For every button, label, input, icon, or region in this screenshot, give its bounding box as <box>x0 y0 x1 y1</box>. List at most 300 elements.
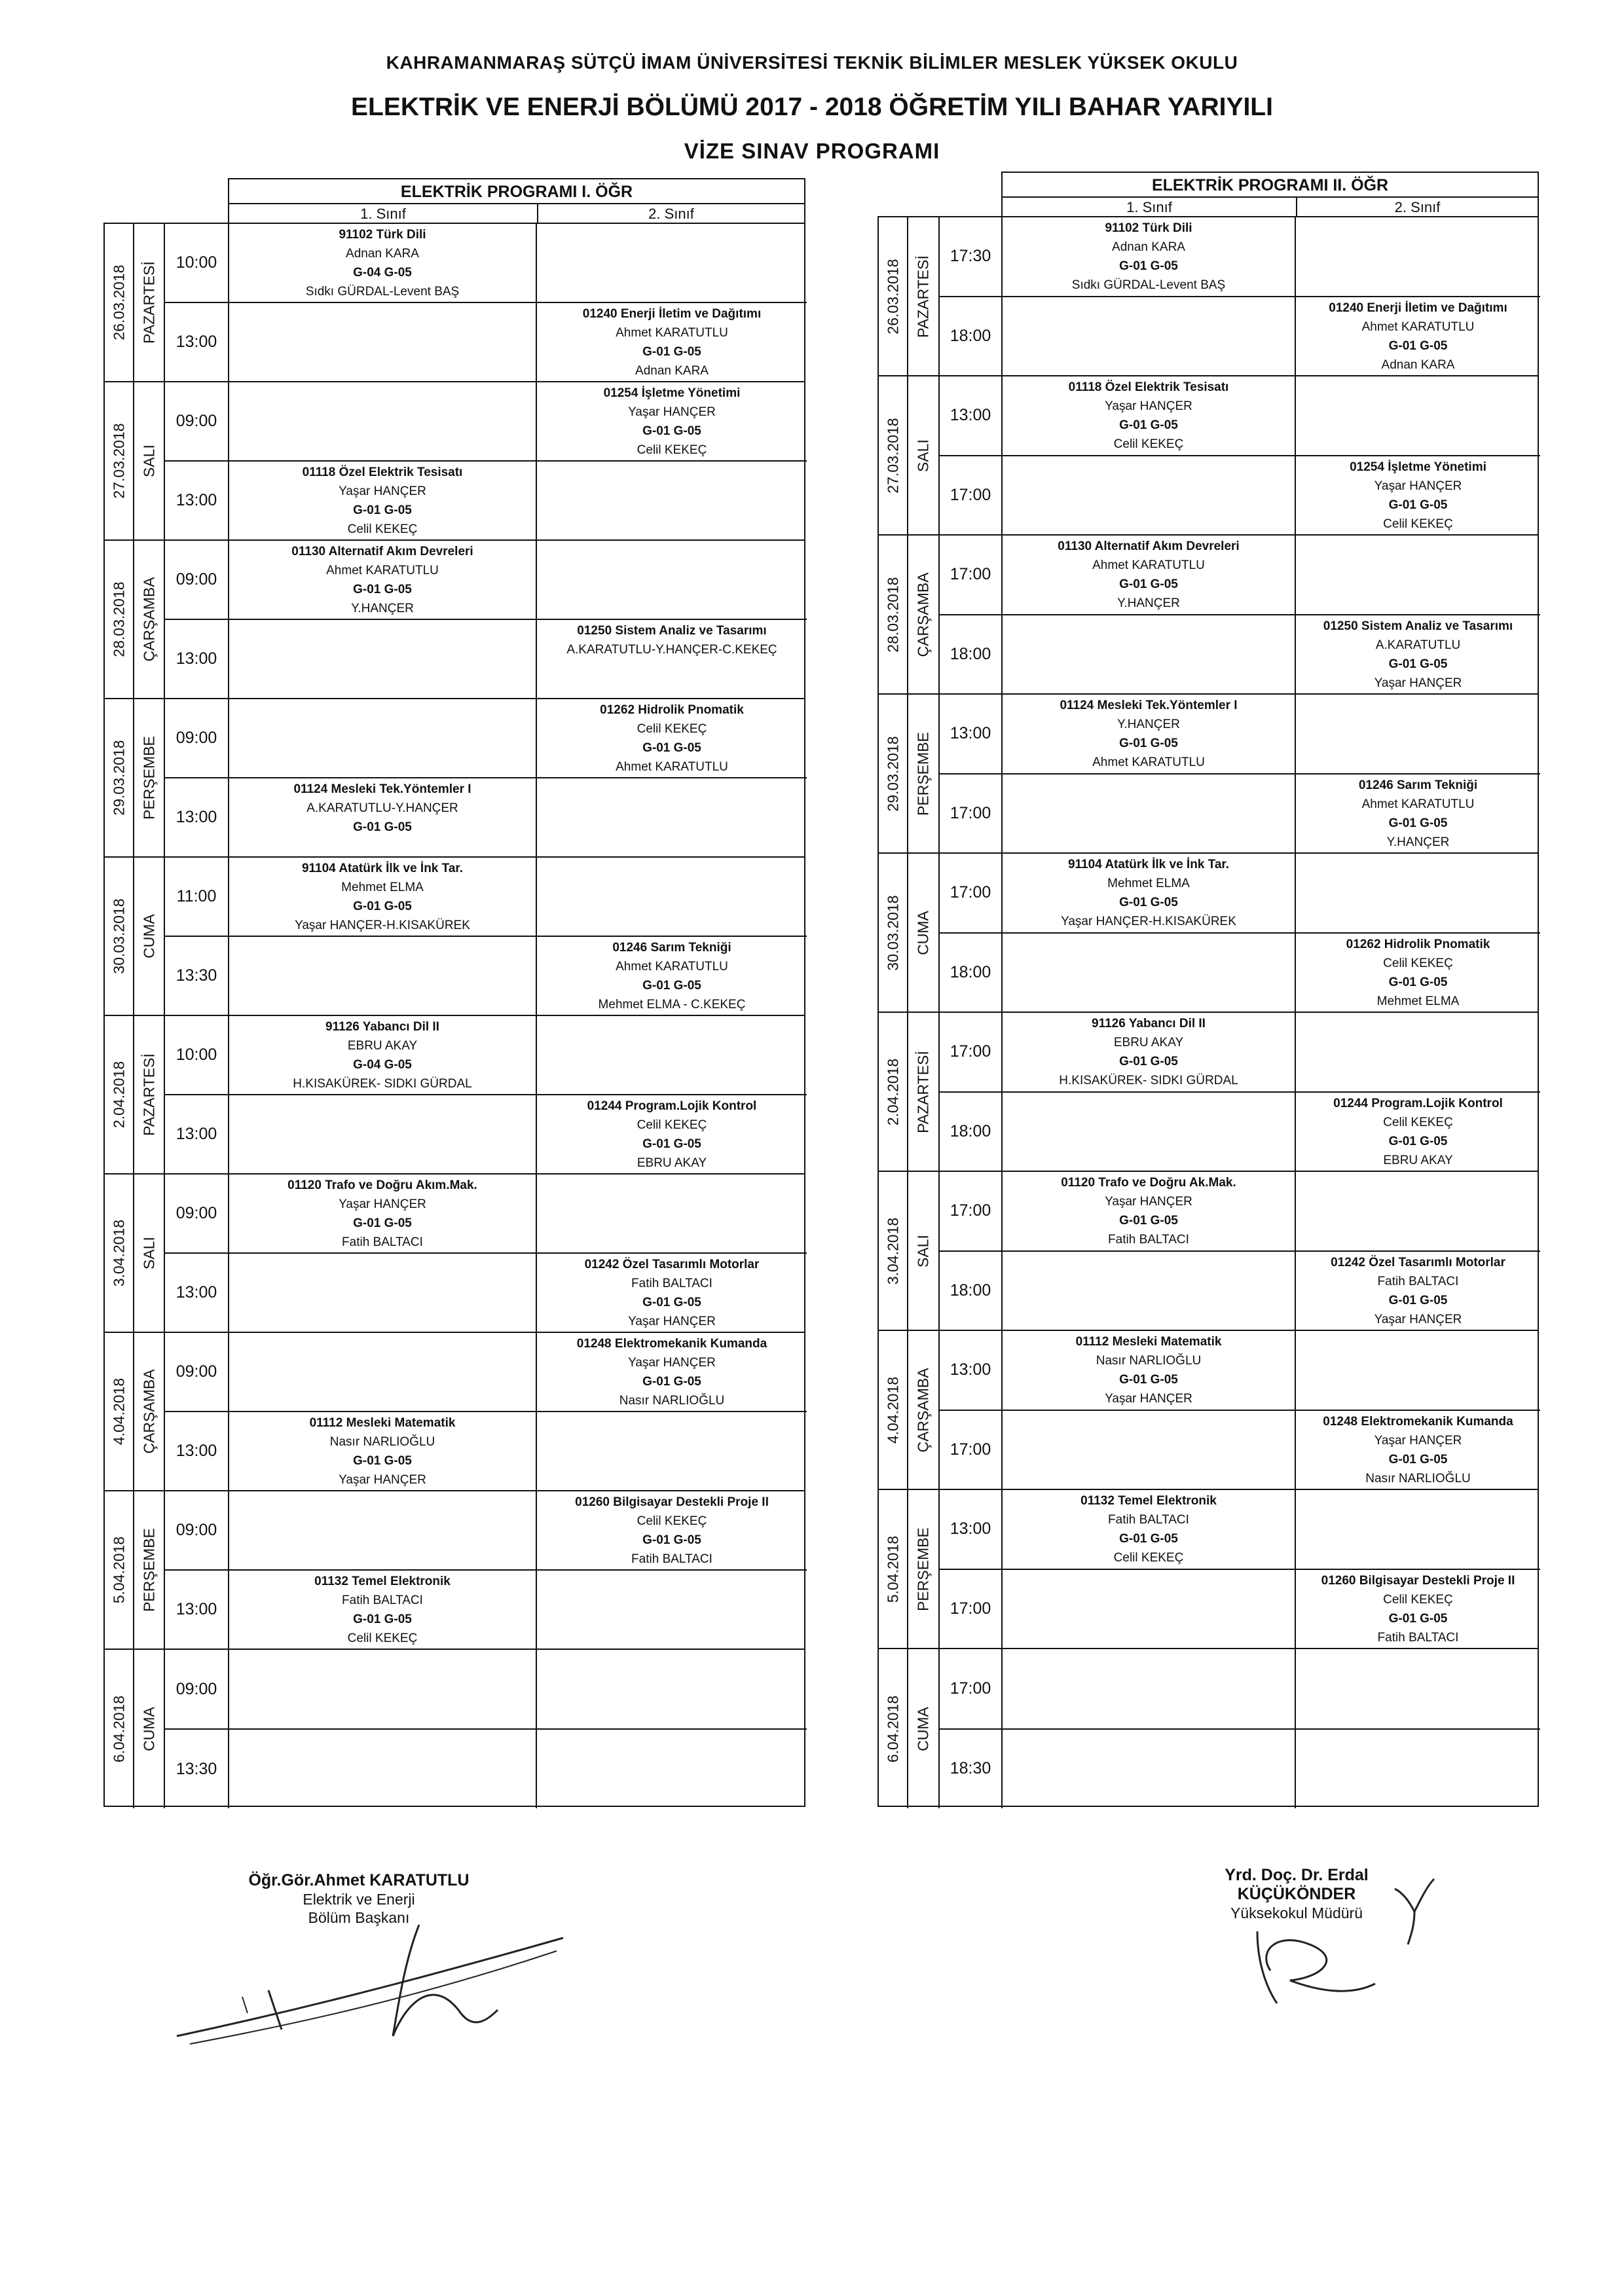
class-header-row <box>1001 196 1539 216</box>
time-label: 10:00 <box>165 1016 229 1094</box>
exam-staff: Adnan KARA <box>346 247 419 261</box>
date-label: 28.03.2018 <box>884 576 901 653</box>
time-label: 11:00 <box>165 858 229 936</box>
class-1-exam-cell <box>1003 217 1296 296</box>
time-slot-row <box>165 1333 807 1411</box>
weekday-label: CUMA <box>140 1707 157 1751</box>
exam-staff: Yaşar HANÇER <box>339 1197 426 1211</box>
time-label: 17:00 <box>940 1570 1003 1649</box>
time-label: 13:30 <box>165 1730 229 1808</box>
exam-rooms: G-01 G-05 <box>1119 259 1178 273</box>
exam-staff: Celil KEKEÇ <box>1383 517 1453 531</box>
time-label: 13:00 <box>165 778 229 856</box>
date-cell <box>879 1172 908 1330</box>
exam-rooms: G-04 G-05 <box>353 266 412 280</box>
exam-rooms: G-01 G-05 <box>353 900 412 913</box>
class-1-exam-cell <box>1003 297 1296 376</box>
exam-staff: Celil KEKEÇ <box>1113 437 1184 451</box>
course-title: 01248 Elektromekanik Kumanda <box>1323 1414 1513 1429</box>
exam-rooms: G-01 G-05 <box>1388 816 1448 830</box>
class-2-exam-cell <box>537 699 807 777</box>
time-slot-row <box>940 217 1540 296</box>
course-title: 01250 Sistem Analiz ve Tasarımı <box>1323 619 1513 633</box>
date-label: 5.04.2018 <box>884 1535 901 1603</box>
class-2-exam-cell <box>537 541 807 619</box>
time-label: 18:00 <box>940 297 1003 376</box>
time-label: 09:00 <box>165 1491 229 1569</box>
weekday-label: SALI <box>914 439 932 472</box>
class-2-exam-cell <box>1296 1331 1540 1410</box>
weekday-cell <box>134 858 165 1015</box>
signer-role: Bölüm Başkanı <box>308 1909 410 1926</box>
exam-staff: Mehmet ELMA <box>1376 994 1460 1008</box>
weekday-cell <box>908 536 940 693</box>
exam-rooms: G-01 G-05 <box>642 1296 701 1309</box>
exam-staff: Mehmet ELMA <box>1107 877 1190 890</box>
weekday-cell <box>134 1016 165 1173</box>
date-label: 30.03.2018 <box>884 894 901 971</box>
course-title: 01248 Elektromekanik Kumanda <box>576 1337 767 1351</box>
class-2-exam-cell <box>1296 934 1540 1012</box>
exam-staff: Nasır NARLIOĞLU <box>1096 1354 1202 1368</box>
class-1-exam-cell <box>1003 1411 1296 1489</box>
time-slots <box>165 1333 807 1490</box>
weekday-label: PERŞEMBE <box>140 1528 157 1612</box>
exam-rooms: G-01 G-05 <box>642 1375 701 1389</box>
class-1-exam-cell <box>229 382 537 460</box>
time-label: 13:30 <box>165 937 229 1015</box>
exam-staff: Yaşar HANÇER <box>339 1473 426 1487</box>
course-title: 91104 Atatürk İlk ve İnk Tar. <box>1067 858 1230 871</box>
day-row <box>105 1333 804 1491</box>
date-label: 29.03.2018 <box>884 735 901 812</box>
time-slot-row <box>940 932 1540 1012</box>
date-label: 6.04.2018 <box>884 1695 901 1762</box>
time-slot-row <box>940 614 1540 694</box>
class-2-exam-cell <box>537 1491 807 1569</box>
class-2-exam-cell <box>1296 456 1540 535</box>
exam-staff: Mehmet ELMA <box>341 881 424 894</box>
exam-staff: Celil KEKEÇ <box>347 1631 418 1645</box>
exam-rooms: G-01 G-05 <box>642 1533 701 1547</box>
time-slots <box>165 699 807 856</box>
exam-staff: Fatih BALTACI <box>1377 1274 1459 1288</box>
exam-staff: EBRU AKAY <box>1383 1153 1453 1167</box>
time-label: 13:00 <box>165 1571 229 1649</box>
class-1-exam-cell <box>229 462 537 539</box>
exam-staff: Adnan KARA <box>635 364 709 378</box>
class-2-exam-cell <box>1296 217 1540 296</box>
class-2-exam-cell <box>1296 1490 1540 1569</box>
exam-staff: Yaşar HANÇER <box>1374 1312 1462 1326</box>
time-label: 18:00 <box>940 1252 1003 1330</box>
time-label: 17:00 <box>940 1411 1003 1489</box>
date-cell <box>879 1490 908 1648</box>
time-label: 17:00 <box>940 1013 1003 1091</box>
class-1-exam-cell <box>229 620 537 698</box>
class-header-row <box>228 203 805 223</box>
exam-staff: H.KISAKÜREK- SIDKI GÜRDAL <box>293 1077 472 1091</box>
weekday-label: PERŞEMBE <box>914 731 932 816</box>
course-title: 01242 Özel Tasarımlı Motorlar <box>584 1258 760 1271</box>
exam-rooms: G-01 G-05 <box>353 1454 412 1468</box>
date-cell <box>105 541 134 698</box>
exam-staff: Ahmet KARATUTLU <box>1092 756 1205 769</box>
time-slot-row <box>165 1491 807 1569</box>
course-title: 01240 Enerji İletim ve Dağıtımı <box>582 307 762 321</box>
class-1-exam-cell <box>229 1491 537 1569</box>
time-slots <box>165 1491 807 1649</box>
exam-staff: Yaşar HANÇER <box>1374 1433 1462 1448</box>
course-title: 91126 Yabancı Dil II <box>325 1020 439 1034</box>
date-label: 5.04.2018 <box>110 1536 127 1604</box>
exam-rooms: G-01 G-05 <box>1119 737 1178 750</box>
date-label: 4.04.2018 <box>110 1377 127 1446</box>
date-label: 30.03.2018 <box>110 898 127 974</box>
exam-rooms: G-01 G-05 <box>1388 338 1448 353</box>
date-label: 26.03.2018 <box>884 258 901 335</box>
time-label: 13:00 <box>165 462 229 539</box>
class-2-exam-cell <box>537 1333 807 1411</box>
class-2-exam-cell <box>1296 1570 1540 1649</box>
date-label: 26.03.2018 <box>110 264 127 340</box>
day-row <box>879 536 1538 695</box>
time-label: 18:00 <box>940 934 1003 1012</box>
exam-staff: Adnan KARA <box>1381 357 1455 372</box>
time-slot-row <box>165 619 807 698</box>
exam-staff: Y.HANÇER <box>1117 718 1180 731</box>
exam-staff: Ahmet KARATUTLU <box>616 760 728 774</box>
exam-rooms: G-01 G-05 <box>353 1216 412 1230</box>
date-cell <box>105 1491 134 1649</box>
exam-staff: Nasır NARLIOĞLU <box>619 1394 725 1408</box>
weekday-label: SALI <box>914 1234 932 1267</box>
class-1-exam-cell <box>1003 695 1296 773</box>
time-slots <box>940 1490 1540 1648</box>
class-1-exam-cell <box>229 937 537 1015</box>
time-slot-row <box>165 541 807 619</box>
weekday-label: ÇARŞAMBA <box>914 572 932 657</box>
date-cell <box>879 1649 908 1808</box>
weekday-label: CUMA <box>140 914 157 958</box>
time-slots <box>165 224 807 381</box>
exam-rooms: G-01 G-05 <box>1119 896 1178 909</box>
course-title: 01112 Mesleki Matematik <box>1075 1335 1222 1349</box>
class-1-exam-cell <box>229 303 537 381</box>
class-2-exam-cell <box>537 1254 807 1332</box>
time-label: 09:00 <box>165 699 229 777</box>
course-title: 01242 Özel Tasarımlı Motorlar <box>1331 1255 1505 1269</box>
exam-rooms: G-01 G-05 <box>642 979 701 993</box>
date-cell <box>105 1333 134 1490</box>
date-label: 28.03.2018 <box>110 581 127 657</box>
schedule-program-2 <box>877 172 1539 1807</box>
class-2-exam-cell <box>537 303 807 381</box>
date-cell <box>105 699 134 856</box>
day-row <box>105 699 804 858</box>
course-title: 01120 Trafo ve Doğru Ak.Mak. <box>1061 1176 1236 1190</box>
time-slots <box>165 1175 807 1332</box>
exam-staff: Adnan KARA <box>1112 240 1185 254</box>
time-label: 17:30 <box>940 217 1003 296</box>
exam-rooms: G-01 G-05 <box>1388 498 1448 512</box>
day-row <box>879 695 1538 854</box>
exam-staff: Y.HANÇER <box>1386 835 1450 849</box>
time-slot-row <box>940 1649 1540 1728</box>
day-row <box>105 224 804 382</box>
day-row <box>105 1016 804 1175</box>
class-1-exam-cell <box>1003 536 1296 614</box>
class-2-exam-cell <box>1296 1411 1540 1489</box>
time-slot-row <box>940 1250 1540 1330</box>
date-cell <box>105 224 134 381</box>
school-name: KAHRAMANMARAŞ SÜTÇÜ İMAM ÜNİVERSİTESİ TEKNİK BİLİMLER MESLEK YÜKSEK OKULU <box>386 52 1238 73</box>
class-2-exam-cell <box>1296 774 1540 853</box>
class-2-exam-cell <box>537 937 807 1015</box>
class-1-exam-cell <box>1003 1490 1296 1569</box>
exam-staff: Ahmet KARATUTLU <box>1092 558 1205 572</box>
time-slot-row <box>165 1252 807 1332</box>
time-label: 18:00 <box>940 615 1003 694</box>
exam-staff: Celil KEKEÇ <box>347 522 418 536</box>
time-slot-row <box>940 296 1540 376</box>
class-2-exam-cell <box>537 382 807 460</box>
class-2-exam-cell <box>1296 854 1540 932</box>
weekday-cell <box>134 382 165 539</box>
course-title: 01244 Program.Lojik Kontrol <box>1333 1096 1503 1110</box>
class-1-exam-cell <box>1003 1013 1296 1091</box>
weekday-label: ÇARŞAMBA <box>140 1369 157 1454</box>
class-2-exam-cell <box>1296 1093 1540 1171</box>
weekday-cell <box>908 1490 940 1648</box>
class-1-exam-cell <box>1003 1570 1296 1649</box>
day-row <box>105 858 804 1016</box>
class-1-exam-cell <box>1003 1730 1296 1809</box>
date-label: 2.04.2018 <box>884 1058 901 1125</box>
class-1-exam-cell <box>229 1175 537 1252</box>
time-slots <box>940 695 1540 852</box>
class-2-exam-cell <box>1296 1172 1540 1250</box>
program-title: ELEKTRİK PROGRAMI I. ÖĞR <box>228 178 805 203</box>
exam-staff: Celil KEKEÇ <box>637 722 707 736</box>
exam-staff: EBRU AKAY <box>1113 1036 1184 1049</box>
class-2-exam-cell <box>537 1095 807 1173</box>
time-label: 13:00 <box>165 1095 229 1173</box>
weekday-label: CUMA <box>914 1706 932 1751</box>
day-row <box>105 1650 804 1808</box>
course-title: 91126 Yabancı Dil II <box>1092 1017 1206 1030</box>
exam-staff: Sıdkı GÜRDAL-Levent BAŞ <box>305 285 460 299</box>
exam-staff: Yaşar HANÇER <box>628 405 716 419</box>
time-slot-row <box>940 536 1540 614</box>
date-label: 29.03.2018 <box>110 740 127 816</box>
course-title: 91104 Atatürk İlk ve İnk Tar. <box>301 862 464 875</box>
class-2-exam-cell <box>537 1650 807 1728</box>
time-slot-row <box>165 1094 807 1173</box>
class-2-exam-cell <box>537 1730 807 1808</box>
exam-staff: Ahmet KARATUTLU <box>1361 319 1475 334</box>
weekday-label: SALI <box>140 445 157 477</box>
time-slot-row <box>940 1172 1540 1250</box>
course-title: 01120 Trafo ve Doğru Akım.Mak. <box>287 1178 477 1192</box>
class-1-exam-cell <box>1003 934 1296 1012</box>
class-1-exam-cell <box>229 224 537 302</box>
course-title: 01246 Sarım Tekniği <box>1358 778 1478 792</box>
exam-staff: Ahmet KARATUTLU <box>616 326 728 340</box>
exam-staff: Mehmet ELMA - C.KEKEÇ <box>598 998 746 1011</box>
date-cell <box>879 376 908 534</box>
exam-rooms: G-01 G-05 <box>353 583 412 596</box>
time-slot-row <box>940 1410 1540 1489</box>
exam-rooms: G-01 G-05 <box>642 1137 701 1151</box>
date-cell <box>879 1013 908 1171</box>
course-title: 01240 Enerji İletim ve Dağıtımı <box>1329 301 1507 315</box>
weekday-label: PERŞEMBE <box>914 1527 932 1611</box>
class-2-exam-cell <box>537 778 807 856</box>
time-slot-row <box>165 1175 807 1252</box>
class-1-exam-cell <box>1003 376 1296 455</box>
program-title: ELEKTRİK PROGRAMI II. ÖĞR <box>1001 172 1539 196</box>
day-row <box>105 541 804 699</box>
time-slot-row <box>165 1411 807 1490</box>
time-slot-row <box>940 1569 1540 1649</box>
class-2-exam-cell <box>537 858 807 936</box>
date-cell <box>105 858 134 1015</box>
weekday-cell <box>908 1013 940 1171</box>
time-slot-row <box>165 699 807 777</box>
class-2-header: 2. Sınıf <box>1296 198 1538 216</box>
time-label: 17:00 <box>940 456 1003 535</box>
exam-rooms: G-01 G-05 <box>1388 1452 1448 1467</box>
course-title: 01260 Bilgisayar Destekli Proje II <box>1321 1573 1515 1588</box>
weekday-cell <box>908 1649 940 1808</box>
date-label: 27.03.2018 <box>884 417 901 494</box>
time-slot-row <box>165 382 807 460</box>
time-label: 13:00 <box>165 1254 229 1332</box>
exam-staff: Celil KEKEÇ <box>637 443 707 457</box>
class-2-exam-cell <box>1296 1649 1540 1728</box>
exam-staff: Yaşar HANÇER <box>1374 479 1462 493</box>
time-label: 18:00 <box>940 1093 1003 1171</box>
exam-staff: EBRU AKAY <box>637 1156 707 1170</box>
time-label: 17:00 <box>940 1172 1003 1250</box>
date-label: 2.04.2018 <box>110 1061 127 1129</box>
signer-role: Yüksekokul Müdürü <box>1230 1904 1363 1922</box>
exam-staff: A.KARATUTLU-Y.HANÇER-C.KEKEÇ <box>566 643 777 657</box>
exam-staff: A.KARATUTLU <box>1375 638 1461 652</box>
time-label: 09:00 <box>165 1650 229 1728</box>
course-title: 01118 Özel Elektrik Tesisatı <box>1068 380 1229 394</box>
weekday-cell <box>134 541 165 698</box>
weekday-cell <box>908 376 940 534</box>
exam-staff: Yaşar HANÇER-H.KISAKÜREK <box>295 919 470 932</box>
exam-staff: Fatih BALTACI <box>342 1235 423 1249</box>
weekday-label: PAZARTESİ <box>914 1050 932 1133</box>
time-label: 13:00 <box>165 303 229 381</box>
time-slot-row <box>940 773 1540 853</box>
date-cell <box>879 854 908 1011</box>
time-slots <box>165 1016 807 1173</box>
time-slots <box>940 536 1540 693</box>
course-title: 91102 Türk Dili <box>1105 221 1192 235</box>
time-label: 13:00 <box>940 695 1003 773</box>
date-cell <box>105 1016 134 1173</box>
time-slots <box>940 217 1540 375</box>
exam-staff: Yaşar HANÇER <box>1105 1392 1192 1406</box>
weekday-cell <box>908 1331 940 1489</box>
exam-staff: Celil KEKEÇ <box>1113 1551 1184 1565</box>
exam-staff: Yaşar HANÇER <box>628 1315 716 1328</box>
time-label: 17:00 <box>940 854 1003 932</box>
day-row <box>879 1013 1538 1172</box>
weekday-cell <box>134 224 165 381</box>
course-title: 01254 İşletme Yönetimi <box>1350 460 1486 474</box>
department-title: ELEKTRİK VE ENERJİ BÖLÜMÜ 2017 - 2018 ÖĞRETİM YILI BAHAR YARIYILI <box>351 93 1273 121</box>
date-label: 27.03.2018 <box>110 423 127 499</box>
exam-staff: Yaşar HANÇER <box>1105 399 1192 413</box>
exam-rooms: G-01 G-05 <box>1388 1134 1448 1148</box>
time-slot-row <box>940 1490 1540 1569</box>
date-label: 4.04.2018 <box>884 1376 901 1444</box>
time-label: 13:00 <box>165 620 229 698</box>
exam-staff: Fatih BALTACI <box>631 1552 712 1566</box>
time-slots <box>940 1172 1540 1330</box>
time-slot-row <box>940 1728 1540 1809</box>
weekday-label: ÇARŞAMBA <box>140 577 157 662</box>
weekday-cell <box>134 699 165 856</box>
time-slots <box>165 382 807 539</box>
time-slot-row <box>165 777 807 856</box>
class-2-exam-cell <box>537 1016 807 1094</box>
weekday-label: SALI <box>140 1237 157 1269</box>
weekday-label: PAZARTESİ <box>140 261 157 344</box>
signer-name: Yrd. Doç. Dr. Erdal KÜÇÜKÖNDER <box>1225 1866 1369 1903</box>
exam-staff: Celil KEKEÇ <box>637 1514 707 1528</box>
class-1-exam-cell <box>1003 1252 1296 1330</box>
exam-rooms: G-01 G-05 <box>1388 1293 1448 1307</box>
class-1-exam-cell <box>229 858 537 936</box>
class-2-exam-cell <box>1296 536 1540 614</box>
time-slot-row <box>940 455 1540 535</box>
class-1-exam-cell <box>1003 1093 1296 1171</box>
class-1-exam-cell <box>229 1333 537 1411</box>
exam-staff: Celil KEKEÇ <box>1383 956 1453 970</box>
time-slot-row <box>165 460 807 539</box>
exam-rooms: G-01 G-05 <box>1119 418 1178 432</box>
date-label: 6.04.2018 <box>110 1695 127 1763</box>
weekday-cell <box>134 1175 165 1332</box>
time-label: 17:00 <box>940 536 1003 614</box>
class-2-exam-cell <box>1296 1730 1540 1809</box>
time-slot-row <box>940 854 1540 932</box>
exam-staff: Nasır NARLIOĞLU <box>1365 1471 1471 1485</box>
exam-rooms: G-01 G-05 <box>353 1613 412 1626</box>
class-1-exam-cell <box>229 699 537 777</box>
class-1-exam-cell <box>1003 774 1296 853</box>
class-1-exam-cell <box>229 1571 537 1649</box>
time-slots <box>940 376 1540 534</box>
class-2-exam-cell <box>537 620 807 698</box>
course-title: 01130 Alternatif Akım Devreleri <box>291 545 473 558</box>
weekday-cell <box>908 217 940 375</box>
time-slots <box>165 1650 807 1808</box>
course-title: 01132 Temel Elektronik <box>1080 1494 1217 1508</box>
class-1-header: 1. Sınıf <box>360 206 406 222</box>
exam-rooms: G-01 G-05 <box>1119 1055 1178 1068</box>
day-row <box>105 1491 804 1650</box>
class-1-exam-cell <box>229 1412 537 1490</box>
class-2-exam-cell <box>537 1571 807 1649</box>
